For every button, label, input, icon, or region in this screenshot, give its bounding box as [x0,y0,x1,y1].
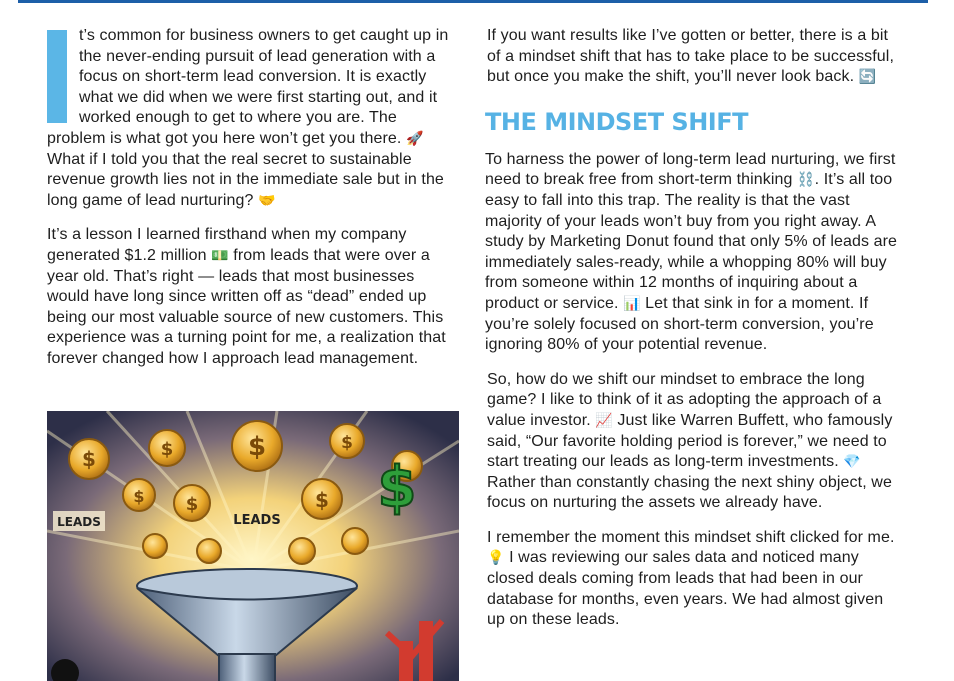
coin-dollar-label: $ [341,433,353,453]
big-dollar-sign: $ [377,455,417,520]
dropcap [47,30,67,123]
coin-dollar-label: $ [133,487,145,506]
paragraph-text: What if I told you that the real secret to sustainable revenue growth lies not in the immediate sale but in the long game of lead nurturing? [47,150,444,209]
money-icon: 💵 [211,247,229,264]
left-column [47,26,459,384]
coin-dollar-label: $ [315,488,329,512]
paragraph-text: from leads that were over a year old. That’s right — leads that most businesses would have long since written off as “dead” ended up being our most valuable source of new customers. This experience was a turning point for me, a realization that forever changed how I approach lead management. [47,246,446,367]
leads-funnel-illustration [47,411,459,681]
paragraph-text: Let that sink in for a moment. If you’re solely focused on short-term conversion, you’re ignoring 80% of your potential revenue. [485,294,874,354]
leads-label: LEADS [233,513,281,528]
section-heading: THE MINDSET SHIFT [485,107,748,136]
lightbulb-icon: 💡 [487,550,505,567]
right-column [487,26,905,645]
rocket-icon: 🚀 [405,130,424,147]
paragraph-text: t’s common for business owners to get caught up in the never-ending pursuit of lead generation with a focus on short-term lead conversion. It is exactly what we did when we were first starting out, and it worked enough to get to where you are. The problem is what got you here won’t get you there. [47,27,449,147]
illustration-svg [47,411,459,681]
paragraph-results [487,26,905,88]
paragraph-text: . It’s all too easy to fall into this trap. The reality is that the vast majority of your leads won’t buy from you right away. A study by Marketing Donut found that only 5% of leads are immediately sales-ready, while a whopping 80% will buy from someone within 12 months of inquiring about a product or service. [485,171,898,312]
gem-icon: 💎 [843,454,861,471]
paragraph-text: If you want results like I’ve gotten or better, there is a bit of a mindset shift that has to take place to be successful, but once you make the shift, you’ll never look back. [487,27,895,86]
paragraph-text: I was reviewing our sales data and noticed many closed deals coming from leads that had been in our database for months, even years. We had almost given up on these leads. [487,549,884,629]
coin-dollar-label: $ [160,439,174,460]
chart-up-icon: 📈 [595,412,613,429]
handshake-icon: 🤝 [258,192,276,209]
paragraph-value-investor [487,370,905,514]
paragraph-intro [47,26,459,211]
coin-dollar-label: $ [185,494,199,515]
paragraph-text: Just like Warren Buffett, who famously said, “Our favorite holding period is forever,” we need to start treating our leads as long-term investments. [487,411,893,471]
paragraph-text: I remember the moment this mindset shift clicked for me. [487,528,895,546]
top-rule [18,0,928,3]
bar-chart-icon: 📊 [623,295,641,312]
chain-icon: ⛓️ [797,172,815,189]
refresh-icon: 🔄 [858,69,877,86]
paragraph-lesson [47,225,459,369]
coin-dollar-label: $ [247,432,267,462]
paragraph-text: Rather than constantly chasing the next shiny object, we focus on nurturing the assets we already have. [487,473,892,512]
coin-dollar-label: $ [82,447,96,471]
paragraph-text: To harness the power of long-term lead nurturing, we first need to break free from short-term thinking [485,150,896,189]
paragraph-text: So, how do we shift our mindset to embrace the long game? I like to think of it as adopting the approach of a value investor. [487,370,882,429]
paragraph-text: It’s a lesson I learned firsthand when my company generated $1.2 million [47,226,407,264]
paragraph-remember [487,528,905,631]
leads-label: LEADS [57,515,101,529]
paragraph-harness [485,150,905,356]
